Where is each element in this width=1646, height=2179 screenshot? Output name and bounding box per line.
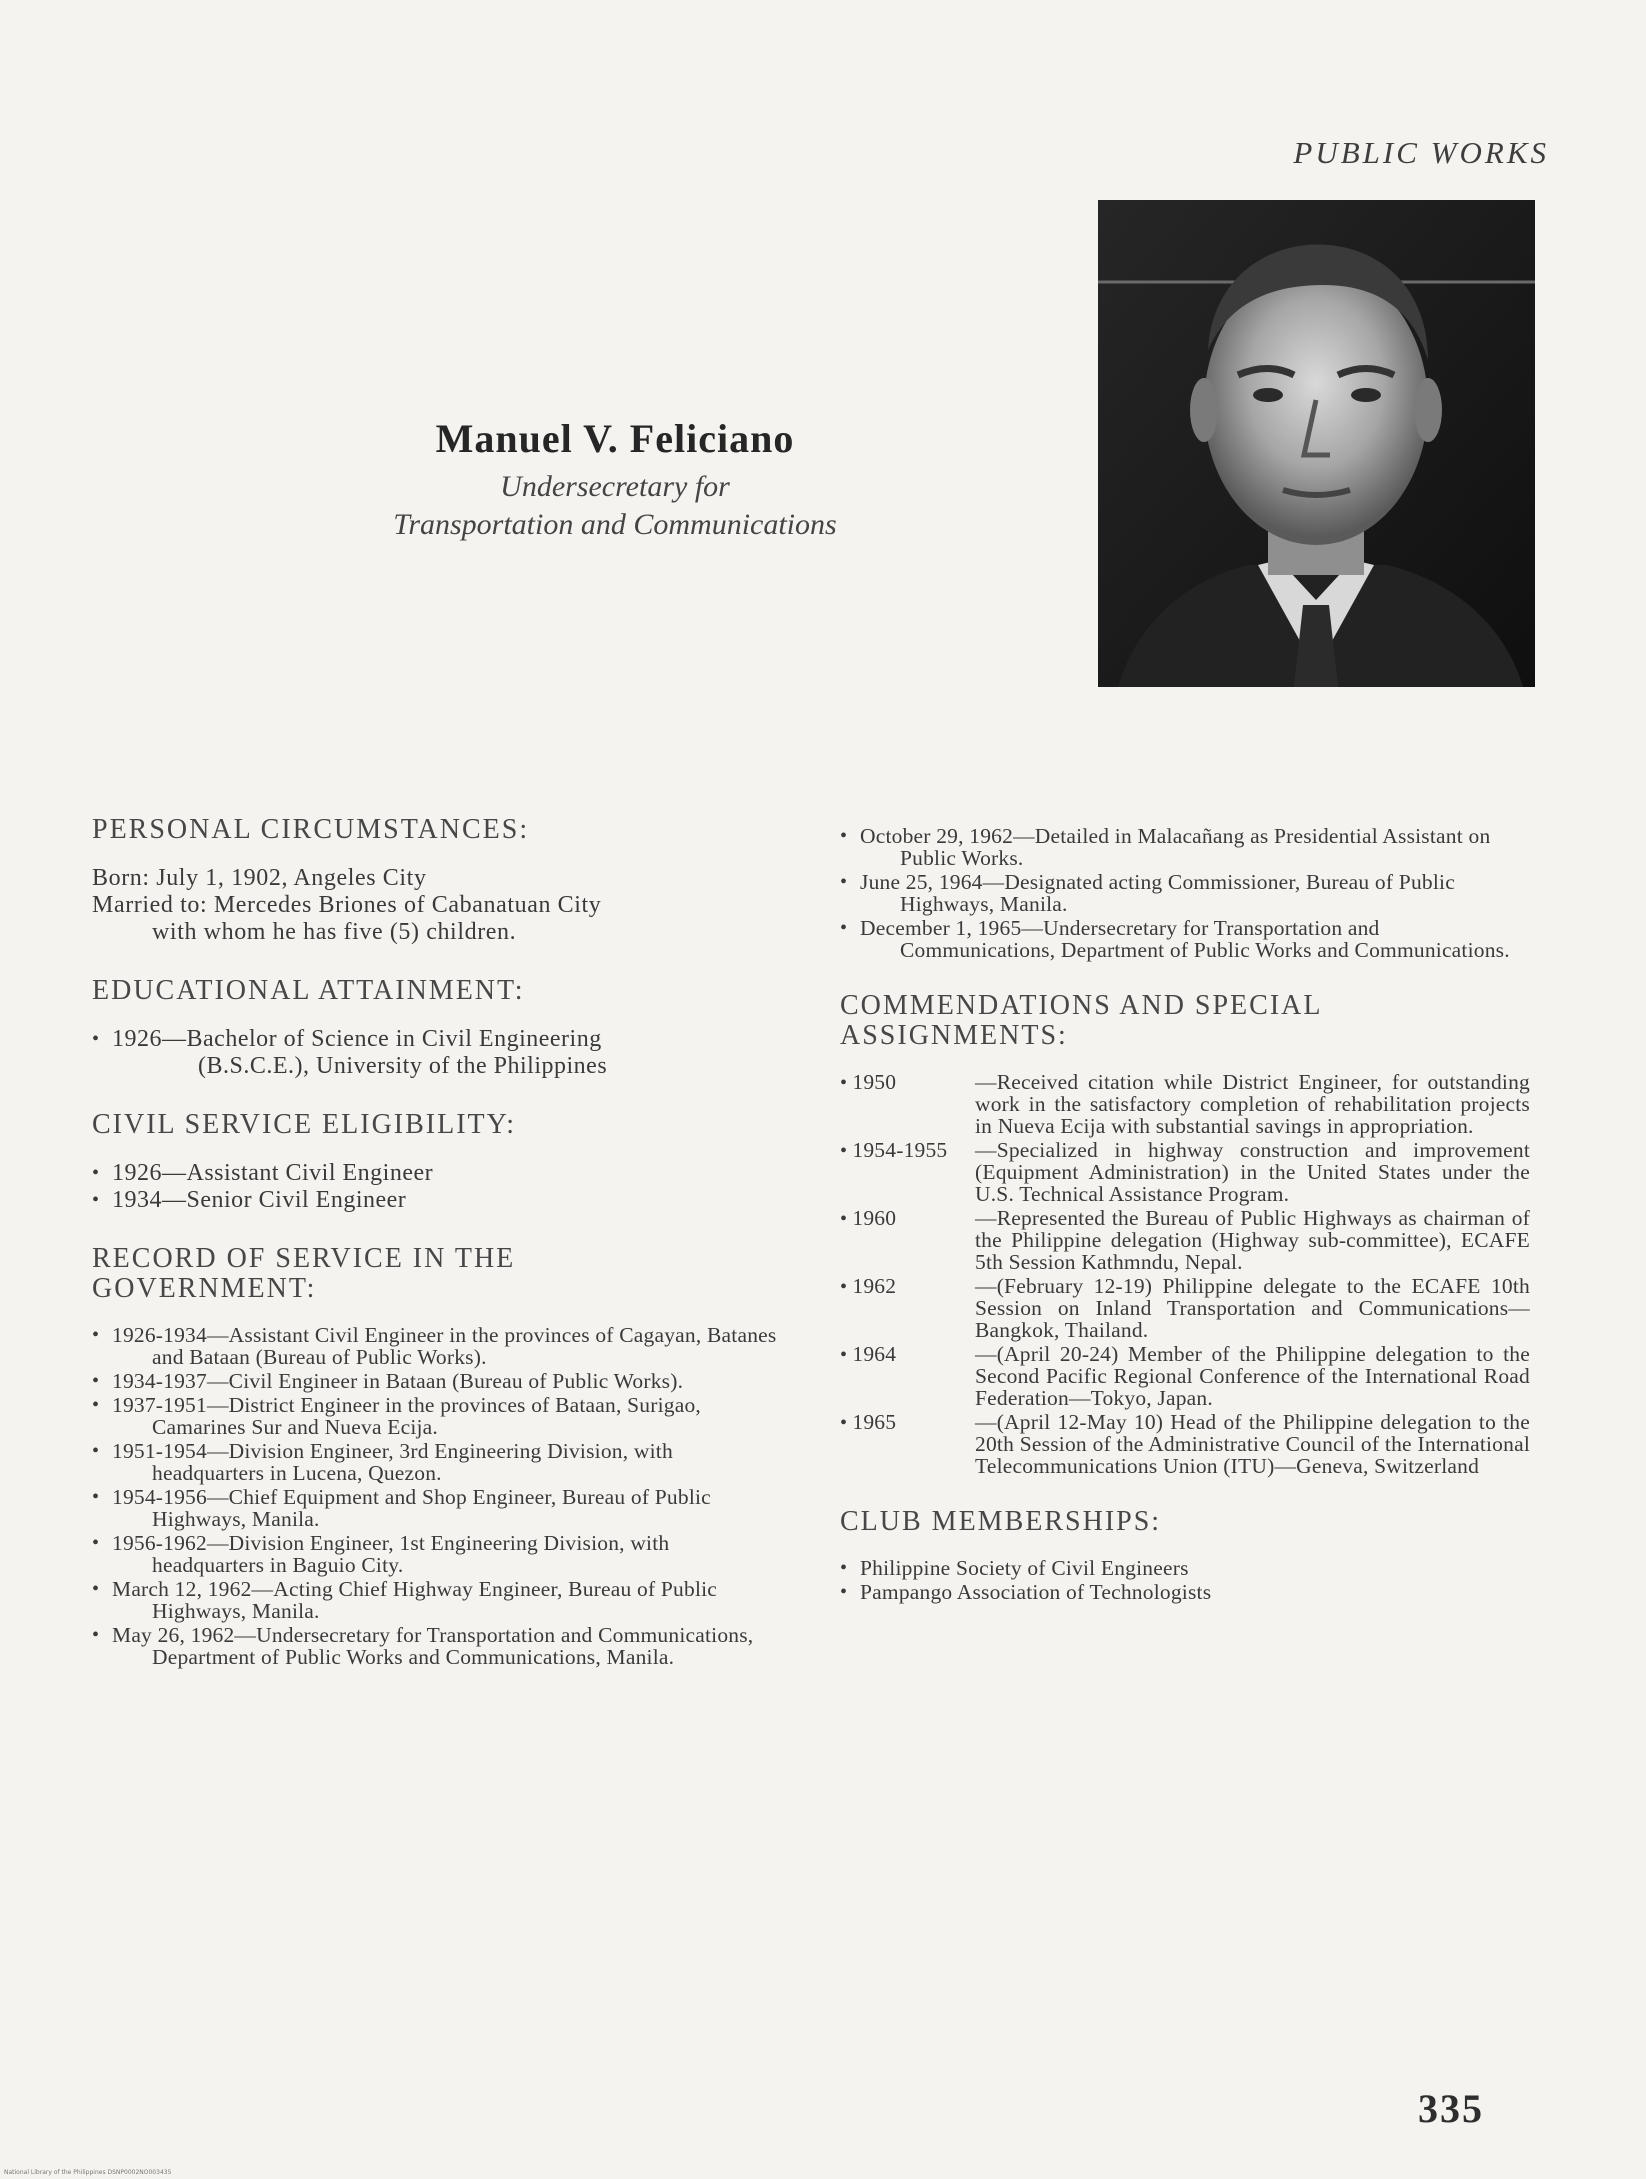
commendation-text: —Specialized in highway construction and improvement (Equipment Administration) in the United States under the U.S. Technical Assistance Program. bbox=[975, 1138, 1530, 1206]
commendation-text: —(April 20-24) Member of the Philippine delegation to the Second Pacific Regional Conference of the International Road Federation—Tokyo, Japan. bbox=[975, 1342, 1530, 1410]
service-record-item bbox=[92, 1370, 782, 1392]
portrait-illustration bbox=[1098, 200, 1535, 687]
service-record-text: March 12, 1962—Acting Chief Highway Engineer, Bureau of Public Highways, Manila. bbox=[112, 1577, 718, 1623]
civil-service-item bbox=[92, 1160, 782, 1187]
service-record-item bbox=[92, 1532, 782, 1576]
service-record-text: 1954-1956—Chief Equipment and Shop Engineer, Bureau of Public Highways, Manila. bbox=[112, 1485, 711, 1531]
service-record-item bbox=[92, 1324, 782, 1368]
commendation-date: 1950 bbox=[852, 1070, 897, 1094]
club-item bbox=[840, 1557, 1530, 1579]
commendation-text: —Represented the Bureau of Public Highways as chairman of the Philippine delegation (Highway sub-committee), ECAFE 5th Session Kathmndu, Nepal. bbox=[975, 1206, 1530, 1274]
service-record-text: October 29, 1962—Detailed in Malacañang as Presidential Assistant on Public Works. bbox=[860, 824, 1491, 870]
service-record-text: June 25, 1964—Designated acting Commissioner, Bureau of Public Highways, Manila. bbox=[860, 870, 1455, 916]
commendation-date: 1960 bbox=[852, 1206, 897, 1230]
commendation-item bbox=[840, 1411, 1530, 1477]
commendation-text: —(April 12-May 10) Head of the Philippine delegation to the 20th Session of the Administrative Council of the International Telecommunications Union (ITU)—Geneva, Switzerland bbox=[975, 1410, 1530, 1478]
service-record-item bbox=[92, 1486, 782, 1530]
club-name: Pampango Association of Technologists bbox=[860, 1580, 1212, 1604]
commendation-date: 1964 bbox=[852, 1342, 897, 1366]
bullet-icon: • bbox=[840, 1276, 853, 1298]
bullet-icon: • bbox=[92, 1370, 100, 1392]
person-title-line: Undersecretary for bbox=[500, 470, 730, 503]
service-record-text: 1926-1934—Assistant Civil Engineer in the provinces of Cagayan, Batanes and Bataan (Bureau of Public Works). bbox=[112, 1323, 777, 1369]
portrait-photo bbox=[1098, 200, 1535, 687]
personal-circumstances-heading: PERSONAL CIRCUMSTANCES: bbox=[92, 814, 530, 845]
bullet-icon: • bbox=[840, 1344, 853, 1366]
commendation-text: —(February 12-19) Philippine delegate to the ECAFE 10th Session on Inland Transportation and Communications—Bangkok, Thailand. bbox=[975, 1274, 1530, 1342]
commendations-heading-line: ASSIGNMENTS: bbox=[840, 1020, 1068, 1051]
service-record-item bbox=[92, 1440, 782, 1484]
section-header: PUBLIC WORKS bbox=[1293, 135, 1549, 170]
record-heading-line: RECORD OF SERVICE IN THE bbox=[92, 1243, 516, 1274]
archive-caption: National Library of the Philippines DSNP0002NO003435 bbox=[4, 2169, 172, 2176]
commendation-item bbox=[840, 1139, 1530, 1205]
bullet-icon: • bbox=[840, 825, 848, 847]
club-item bbox=[840, 1581, 1530, 1603]
birth-info: Born: July 1, 1902, Angeles City bbox=[92, 865, 427, 891]
service-record-text: 1956-1962—Division Engineer, 1st Engineering Division, with headquarters in Baguio City. bbox=[112, 1531, 670, 1577]
service-record-text: December 1, 1965—Undersecretary for Transportation and Communications, Department of Public Works and Communications. bbox=[860, 916, 1510, 962]
record-heading-line: GOVERNMENT: bbox=[92, 1273, 317, 1304]
service-record-item bbox=[840, 917, 1530, 961]
bullet-icon: • bbox=[92, 1028, 100, 1050]
commendation-date: 1962 bbox=[852, 1274, 897, 1298]
record-of-service-heading bbox=[92, 1244, 782, 1304]
bullet-icon: • bbox=[92, 1394, 100, 1416]
person-name: Manuel V. Feliciano bbox=[435, 416, 795, 461]
right-column bbox=[840, 825, 1530, 1605]
service-record-item bbox=[840, 871, 1530, 915]
educational-attainment-heading: EDUCATIONAL ATTAINMENT: bbox=[92, 975, 525, 1006]
bullet-icon: • bbox=[92, 1624, 100, 1646]
service-record-item bbox=[840, 825, 1530, 869]
education-line: 1926—Bachelor of Science in Civil Engineering bbox=[112, 1026, 602, 1052]
club-name: Philippine Society of Civil Engineers bbox=[860, 1556, 1189, 1580]
bullet-icon: • bbox=[840, 1208, 853, 1230]
commendations-heading bbox=[840, 991, 1530, 1051]
commendation-item bbox=[840, 1207, 1530, 1273]
civil-service-text: 1934—Senior Civil Engineer bbox=[112, 1187, 407, 1213]
commendation-date: 1965 bbox=[852, 1410, 897, 1434]
bullet-icon: • bbox=[840, 1412, 853, 1434]
bullet-icon: • bbox=[92, 1440, 100, 1462]
service-record-item bbox=[92, 1578, 782, 1622]
bullet-icon: • bbox=[840, 917, 848, 939]
bullet-icon: • bbox=[92, 1189, 100, 1211]
bullet-icon: • bbox=[840, 1140, 853, 1162]
commendation-item bbox=[840, 1343, 1530, 1409]
commendation-item bbox=[840, 1275, 1530, 1341]
commendation-date: 1954-1955 bbox=[852, 1138, 948, 1162]
bullet-icon: • bbox=[92, 1324, 100, 1346]
person-title bbox=[340, 468, 890, 544]
club-memberships-heading: CLUB MEMBERSHIPS: bbox=[840, 1506, 1162, 1537]
education-line: (B.S.C.E.), University of the Philippines bbox=[198, 1053, 608, 1079]
left-column bbox=[92, 815, 782, 1670]
bullet-icon: • bbox=[92, 1486, 100, 1508]
bullet-icon: • bbox=[840, 1581, 848, 1603]
bullet-icon: • bbox=[92, 1578, 100, 1600]
bullet-icon: • bbox=[840, 1557, 848, 1579]
marriage-info: Married to: Mercedes Briones of Cabanatuan City bbox=[92, 892, 602, 918]
bullet-icon: • bbox=[92, 1162, 100, 1184]
service-record-text: May 26, 1962—Undersecretary for Transportation and Communications, Department of Public Works and Communications, Manila. bbox=[112, 1623, 754, 1669]
marriage-info-continued: with whom he has five (5) children. bbox=[152, 919, 517, 945]
bullet-icon: • bbox=[840, 1072, 853, 1094]
page-number: 335 bbox=[1418, 2086, 1484, 2131]
service-record-text: 1951-1954—Division Engineer, 3rd Engineering Division, with headquarters in Lucena, Quezon. bbox=[112, 1439, 673, 1485]
civil-service-text: 1926—Assistant Civil Engineer bbox=[112, 1160, 434, 1186]
service-record-item bbox=[92, 1394, 782, 1438]
commendation-text: —Received citation while District Engineer, for outstanding work in the satisfactory completion of rehabilitation projects in Nueva Ecija with substantial savings in appropriation. bbox=[975, 1070, 1530, 1138]
service-record-text: 1937-1951—District Engineer in the provinces of Bataan, Surigao, Camarines Sur and Nueva Ecija. bbox=[112, 1393, 701, 1439]
bullet-icon: • bbox=[92, 1532, 100, 1554]
bullet-icon: • bbox=[840, 871, 848, 893]
civil-service-heading: CIVIL SERVICE ELIGIBILITY: bbox=[92, 1109, 517, 1140]
name-block bbox=[340, 415, 890, 544]
person-title-line: Transportation and Communications bbox=[393, 508, 837, 541]
education-item bbox=[92, 1026, 782, 1080]
commendation-item bbox=[840, 1071, 1530, 1137]
service-record-text: 1934-1937—Civil Engineer in Bataan (Bureau of Public Works). bbox=[112, 1369, 684, 1393]
civil-service-item bbox=[92, 1187, 782, 1214]
commendations-heading-line: COMMENDATIONS AND SPECIAL bbox=[840, 990, 1323, 1021]
service-record-item bbox=[92, 1624, 782, 1668]
